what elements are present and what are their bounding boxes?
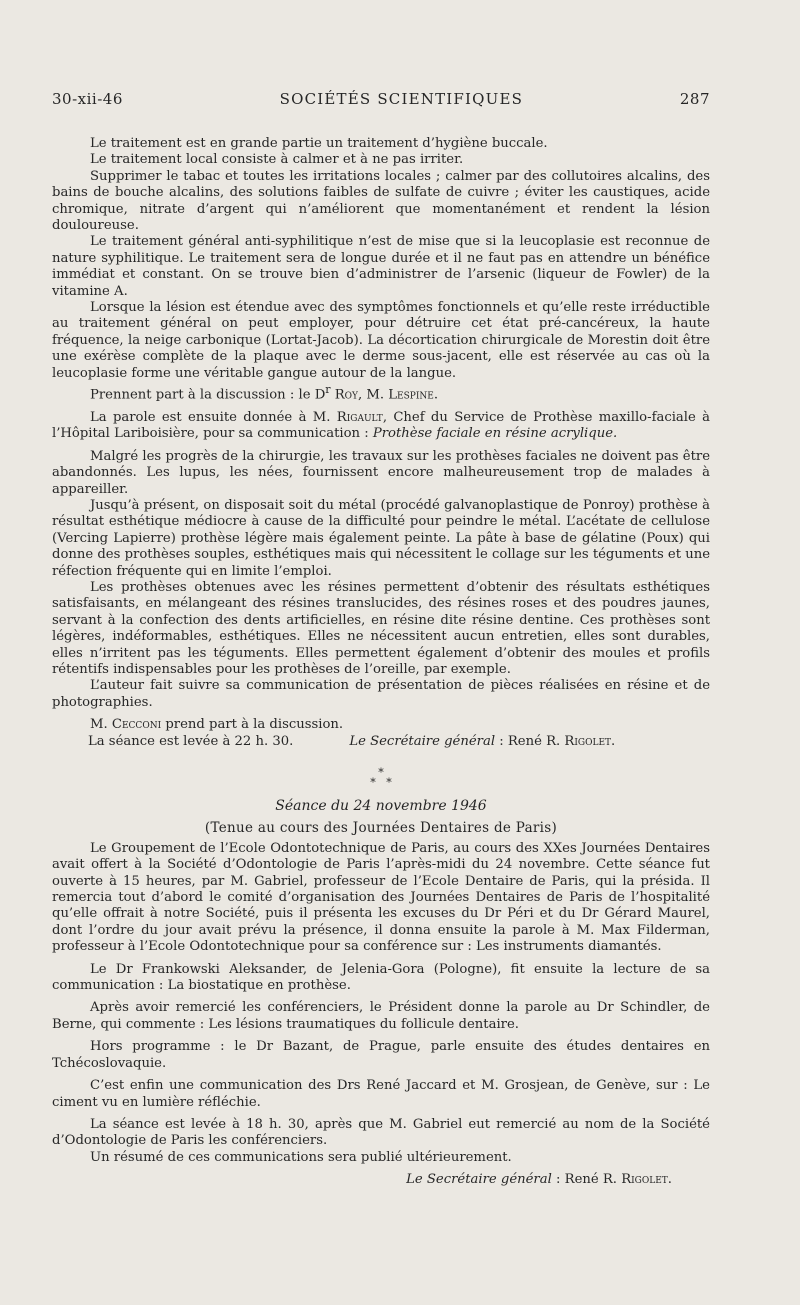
paragraph: Lorsque la lésion est étendue avec des symptômes fonctionnels et qu’elle reste irréductible au traitement général on peut employer, pour détruire cet état pré-cancéreux, la haute fréquence, la neige carbonique (Lortat-Jacob). La décortication chirurgicale de Morestin doit être une exérèse complète de la plaque avec le derme sous-jacent, elle est réservée au cas où la leucoplasie forme une véritable gangue autour de la langue. <box>52 300 710 381</box>
text: . <box>611 733 616 749</box>
running-header <box>52 90 710 108</box>
text: : René R. <box>551 1172 622 1188</box>
communication-title: Prothèse faciale en résine acrylique. <box>372 426 618 442</box>
paragraph: La séance est levée à 18 h. 30, après que M. Gabriel eut remercié au nom de la Société d’Odontologie de Paris les conférenciers. <box>52 1116 710 1149</box>
section-subtitle: (Tenue au cours des Journées Dentaires de Paris) <box>204 820 558 837</box>
paragraph: Les prothèses obtenues avec les résines permettent d’obtenir des résultats esthétiques satisfaisants, en mélangeant des résines translucides, des résines roses et des poudres jaunes, servant à la confection des dents artificielles, en résine dite résine dentine. Ces prothèses sont légères, indéformables, esthétiques. Elles ne nécessitent aucun entretien, elles sont durables, elles n’irritent pas les téguments. Elles permettent également d’obtenir des moules et profils rétentifs indispensables pour les prothèses de l’oreille, par exemple. <box>52 579 710 677</box>
section-title: Séance du 24 novembre 1946 <box>275 798 487 815</box>
text: . <box>433 387 439 403</box>
text: , M. <box>358 387 389 403</box>
paragraph: L’auteur fait suivre sa communication de présentation de pièces réalisées en résine et de photographies. <box>52 678 710 710</box>
signature-role: Le Secrétaire général <box>349 733 496 749</box>
session-closed-text: La séance est levée à 22 h. 30. <box>88 733 294 749</box>
paragraph: Après avoir remercié les conférenciers, le Président donne la parole au Dr Schindler, de Berne, qui commente : Les lésions traumatiques du follicule dentaire. <box>52 1000 710 1032</box>
superscript: r <box>325 383 331 397</box>
paragraph: Jusqu’à présent, on disposait soit du métal (procédé galvanoplastique de Ponroy) prothèse à résultat esthétique médiocre à cause de la difficulté pour peindre le métal. L’acétate de cellulose (Vercing Lapierre) prothèse légère mais également peinte. La pâte à base de gélatine (Poux) qui donne des prothèses souples, esthétiques mais qui nécessitent le collage sur les téguments et une réfection fréquente qui en limite l’emploi. <box>52 497 711 579</box>
closing-line <box>52 734 710 750</box>
paragraph: Supprimer le tabac et toutes les irritations locales ; calmer par des collutoires alcalins, des bains de bouche alcalins, des solutions faibles de sulfate de cuivre ; éviter les caustiques, acide chromique, nitrate d’argent qui n’améliorent que momentanément et rendent la lésion douloureuse. <box>52 168 710 234</box>
signature-role: Le Secrétaire général <box>406 1172 552 1188</box>
star-glyph: * <box>378 766 384 780</box>
paragraph: Le traitement est en grande partie un traitement d’hygiène buccale. <box>90 136 548 151</box>
paragraph: Le traitement local consiste à calmer et à ne pas irriter. <box>90 152 464 168</box>
paragraph: Un résumé de ces communications sera publié ultérieurement. <box>90 1149 512 1165</box>
header-title: SOCIÉTÉS SCIENTIFIQUES <box>279 90 524 108</box>
text: . <box>667 1172 672 1188</box>
header-date: 30-xii-46 <box>52 90 123 108</box>
signature-block <box>52 1172 710 1188</box>
paragraph: Le Dr Frankowski Aleksander, de Jelenia-Gora (Pologne), fit ensuite la lecture de sa communication : La biostatique en prothèse. <box>52 961 710 994</box>
person-name: Cecconi <box>111 717 162 733</box>
text: , Chef du Service de Prothèse maxillo-faciale à l’Hôpital Lariboisière, pour sa communication : <box>52 409 710 442</box>
person-name: Rigolet <box>564 733 612 749</box>
paragraph: C’est enfin une communication des Drs René Jaccard et M. Grosjean, de Genève, sur : Le ciment vu en lumière réfléchie. <box>52 1078 710 1110</box>
text: prend part à la discussion. <box>161 717 344 733</box>
article-body <box>52 136 710 1189</box>
person-name: Lespine <box>388 387 434 403</box>
star-glyph: * <box>386 776 392 790</box>
page-number: 287 <box>679 90 710 108</box>
star-glyph: * <box>370 776 376 790</box>
person-name: Rigolet <box>621 1172 668 1188</box>
signature <box>349 734 615 750</box>
paragraph: Malgré les progrès de la chirurgie, les travaux sur les prothèses faciales ne doivent pas être abandonnés. Les lupus, les nées, fournissent encore malheureusement trop de malades à appareiller. <box>52 448 710 497</box>
person-name: Roy <box>330 387 359 403</box>
paragraph: Hors programme : le Dr Bazant, de Prague, parle ensuite des études dentaires en Tchécoslovaquie. <box>52 1039 710 1071</box>
paragraph: Le Groupement de l’Ecole Odontotechnique de Paris, au cours des XXes Journées Dentaires avait offert à la Société d’Odontologie de Paris l’après-midi du 24 novembre. Cette séance fut ouverte à 15 heures, par M. Gabriel, professeur de l’Ecole Dentaire de Paris, qui la présida. Il remercia tout d’abord le comité d’organisation des Journées Dentaires de Paris de l’hospitalité qu’elle offrait à notre Société, puis il présenta les excuses du Dr Péri et du Dr Gérard Maurel, dont l’ordre du jour avait prévu la présence, il donna ensuite la parole à M. Max Filderman, professeur à l’Ecole Odontotechnique pour sa conférence sur : Les instruments diamantés. <box>52 840 710 955</box>
text: M. <box>90 717 112 733</box>
paragraph <box>52 717 710 733</box>
section-divider <box>52 768 710 788</box>
person-name: Rigault <box>336 409 383 425</box>
text: Prennent part à la discussion : le D <box>90 387 326 403</box>
paragraph <box>52 410 710 443</box>
text: La parole est ensuite donnée à M. <box>90 409 337 425</box>
text: : René R. <box>495 733 565 749</box>
paragraph: Le traitement général anti-syphilitique n’est de mise que si la leucoplasie est reconnue de nature syphilitique. Le traitement sera de longue durée et il ne faut pas en attendre un bénéfice immédiat et constant. On se trouve bien d’administrer de l’arsenic (liqueur de Fowler) de la vitamine A. <box>52 234 710 299</box>
discussion-line <box>52 382 710 404</box>
